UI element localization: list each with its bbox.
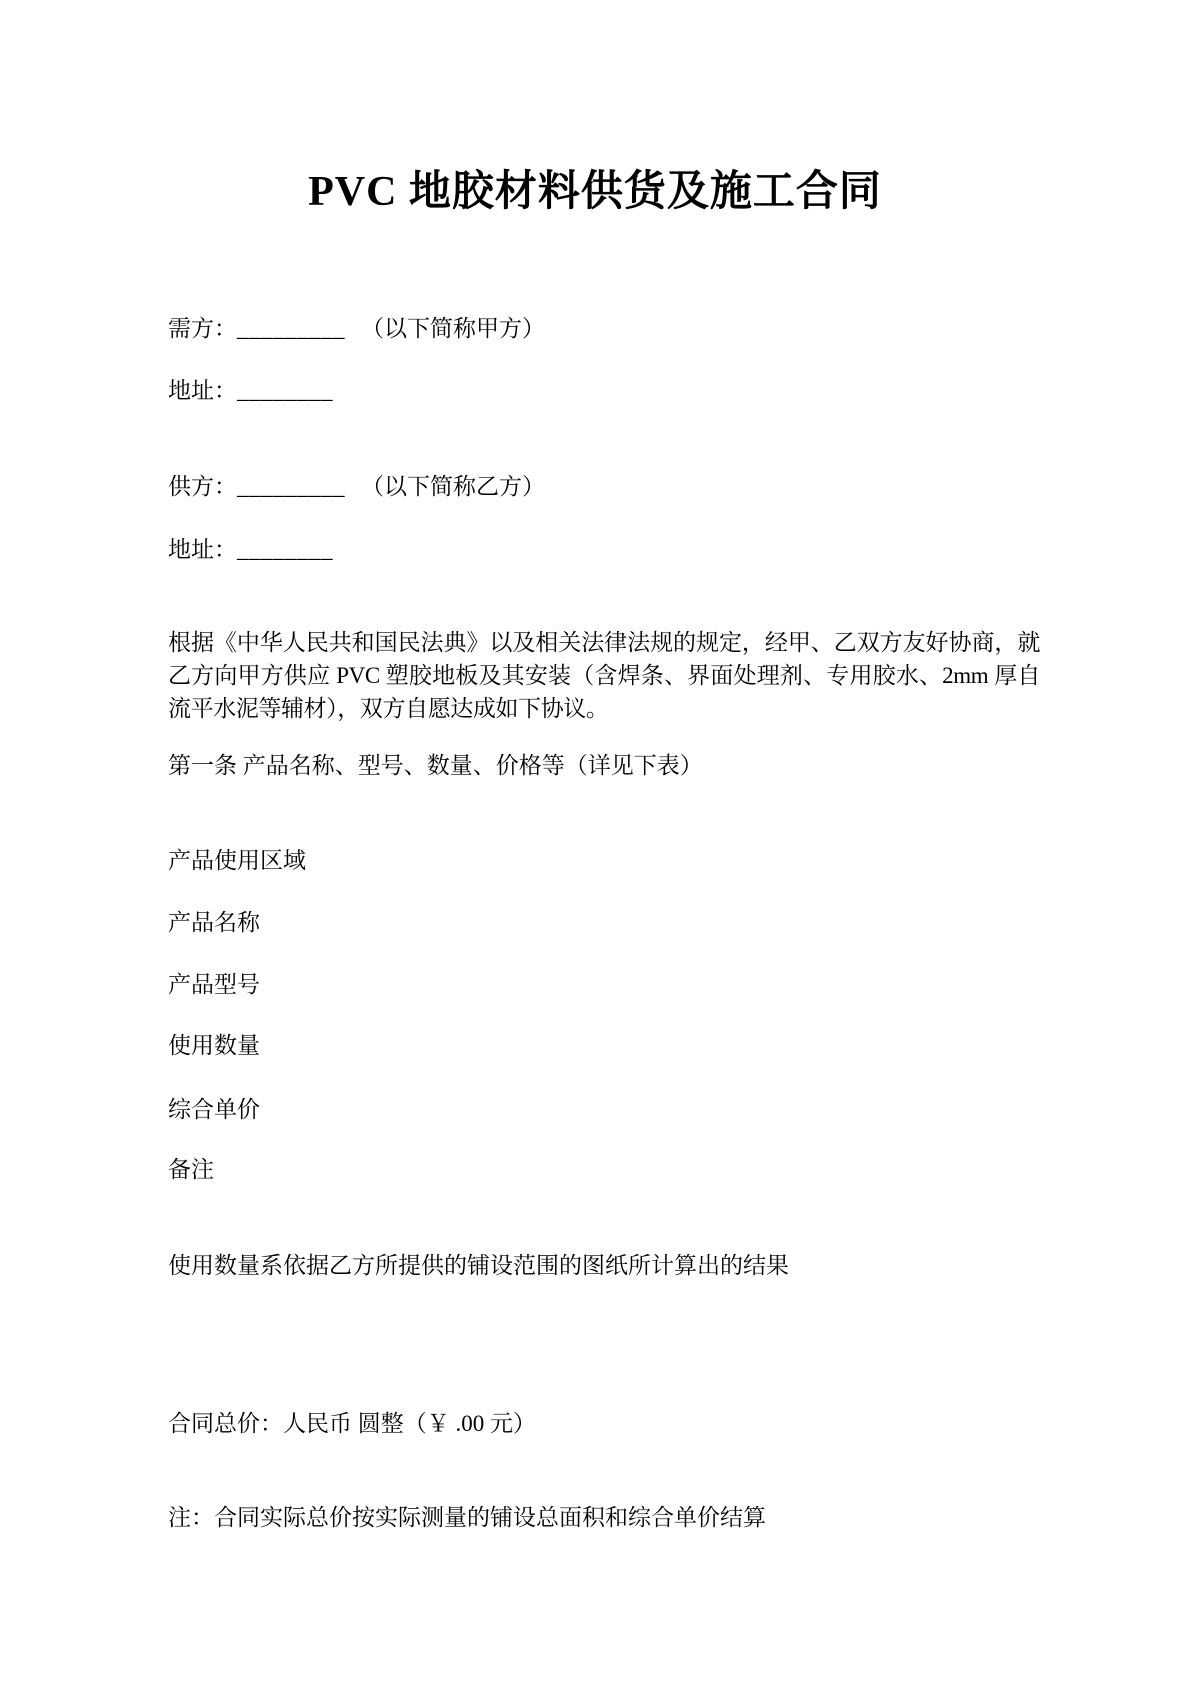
quantity-calculation-note: 使用数量系依据乙方所提供的铺设范围的图纸所计算出的结果 bbox=[168, 1253, 789, 1278]
contract-total-price-line: 合同总价：人民币 圆整（￥ .00 元） bbox=[168, 1411, 536, 1436]
supply-address-blank-underline: ________ bbox=[237, 537, 333, 562]
field-remarks: 备注 bbox=[168, 1157, 214, 1182]
demand-address-line bbox=[168, 377, 333, 406]
supply-party-blank-underline: _________ bbox=[237, 474, 345, 499]
supply-address-line bbox=[168, 536, 333, 565]
demand-party-blank-underline: _________ bbox=[237, 316, 345, 341]
demand-party-line bbox=[168, 315, 545, 344]
article1-heading: 第一条 产品名称、型号、数量、价格等（详见下表） bbox=[168, 753, 703, 778]
field-product-model: 产品型号 bbox=[168, 972, 260, 997]
settlement-note: 注：合同实际总价按实际测量的铺设总面积和综合单价结算 bbox=[168, 1505, 766, 1530]
demand-address-label: 地址： bbox=[168, 378, 237, 403]
demand-address-blank-underline: ________ bbox=[237, 378, 333, 403]
supply-party-line bbox=[168, 473, 545, 502]
field-product-usage-area: 产品使用区域 bbox=[168, 848, 306, 873]
field-usage-quantity: 使用数量 bbox=[168, 1033, 260, 1058]
supply-party-alias: （以下简称乙方） bbox=[361, 474, 545, 499]
supply-party-label: 供方： bbox=[168, 474, 237, 499]
field-composite-unit-price: 综合单价 bbox=[168, 1097, 260, 1122]
field-product-name: 产品名称 bbox=[168, 910, 260, 935]
supply-address-label: 地址： bbox=[168, 537, 237, 562]
demand-party-label: 需方： bbox=[168, 316, 237, 341]
preamble-paragraph: 根据《中华人民共和国民法典》以及相关法律法规的规定，经甲、乙双方友好协商，就乙方向甲方供应 PVC 塑胶地板及其安装（含焊条、界面处理剂、专用胶水、2mm 厚自流平水泥等辅材），双方自愿达成如下协议。 bbox=[168, 630, 1040, 721]
document-title: PVC 地胶材料供货及施工合同 bbox=[308, 169, 882, 215]
demand-party-alias: （以下简称甲方） bbox=[361, 316, 545, 341]
